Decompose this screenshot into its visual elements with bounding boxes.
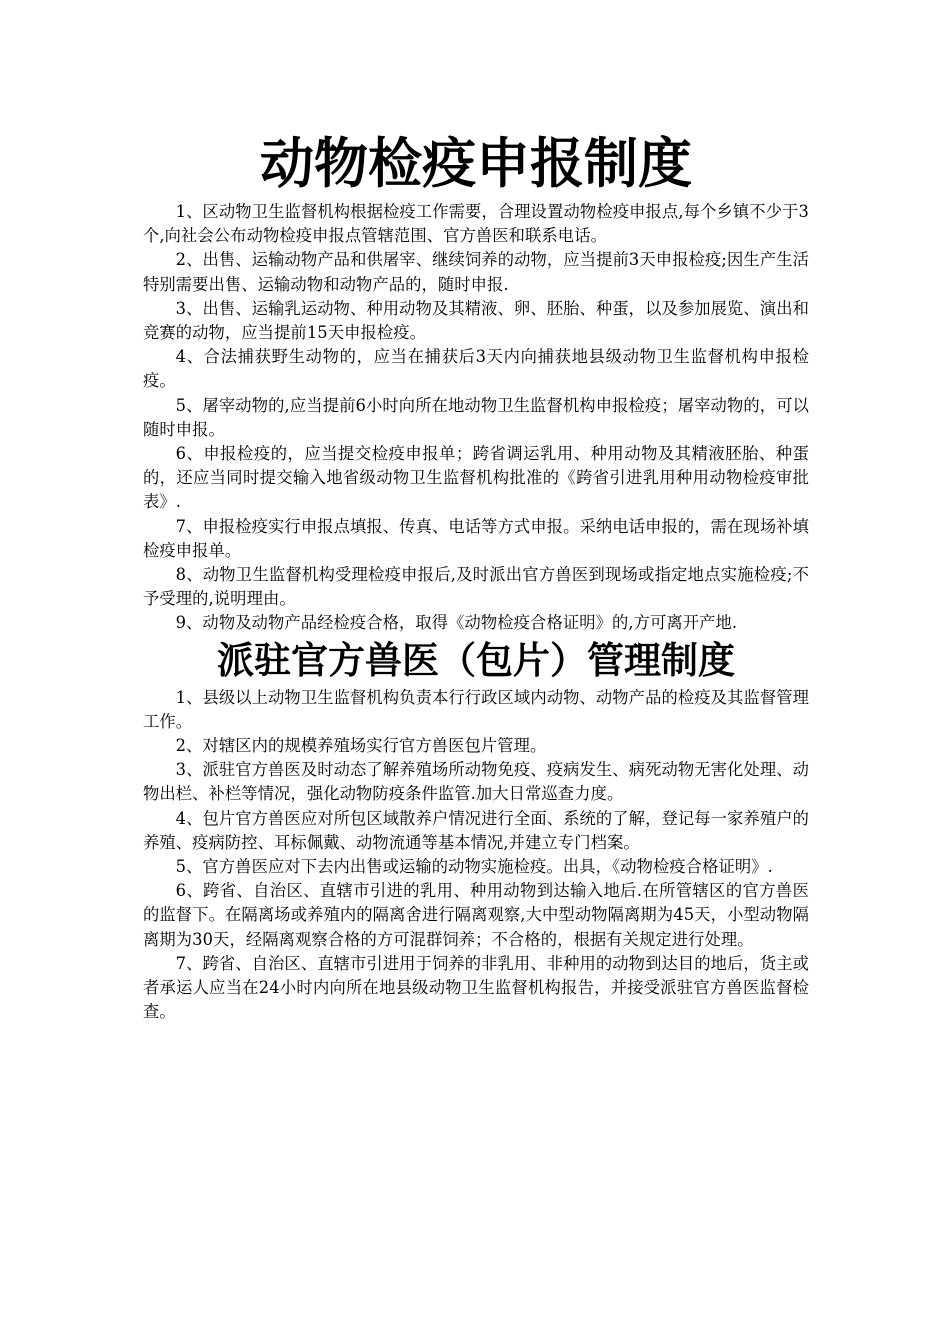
paragraph-2-1: 1、县级以上动物卫生监督机构负责本行行政区域内动物、动物产品的检疫及其监督管理工作。 [143, 687, 809, 731]
paragraph-2-7: 7、跨省、自治区、直辖市引进用于饲养的非乳用、非种用的动物到达目的地后，货主或者承运人应当在24小时内向所在地县级动物卫生监督机构报告，并接受派驻官方兽医监督检查。 [143, 953, 809, 1022]
paragraph-2-6: 6、跨省、自治区、直辖市引进的乳用、种用动物到达输入地后.在所管辖区的官方兽医的监督下。在隔离场或养殖内的隔离舍进行隔离观察,大中型动物隔离期为45天，小型动物隔离期为30天，经隔离观察合格的方可混群饲养；不合格的，根据有关规定进行处理。 [143, 881, 809, 949]
paragraph-1-1: 1、区动物卫生监督机构根据检疫工作需要，合理设置动物检疫申报点,每个乡镇不少于3个,向社会公布动物检疫申报点管辖范围、官方兽医和联系电话。 [143, 202, 809, 246]
section-title-quarantine-declaration: 动物检疫申报制度 [260, 132, 692, 195]
paragraph-2-5: 5、官方兽医应对下去内出售或运输的动物实施检疫。出具，《动物检疫合格证明》. [175, 857, 773, 877]
paragraph-1-8: 8、动物卫生监督机构受理检疫申报后,及时派出官方兽医到现场或指定地点实施检疫;不予受理的,说明理由。 [143, 565, 809, 609]
section-title-resident-veterinarian: 派驻官方兽医（包片）管理制度 [217, 638, 735, 682]
document-body [143, 128, 809, 1025]
paragraph-1-6: 6、申报检疫的，应当提交检疫申报单；跨省调运乳用、种用动物及其精液胚胎、种蛋的，还应当同时提交输入地省级动物卫生监督机构批准的《跨省引进乳用种用动物检疫审批表》. [143, 444, 809, 512]
paragraph-2-2: 2、对辖区内的规模养殖场实行官方兽医包片管理。 [175, 736, 547, 756]
paragraph-1-7: 7、申报检疫实行申报点填报、传真、电话等方式申报。采纳电话申报的，需在现场补填检疫申报单。 [143, 516, 809, 560]
paragraph-1-2: 2、出售、运输动物产品和供屠宰、继续饲养的动物，应当提前3天申报检疫;因生产生活特别需要出售、运输动物和动物产品的，随时申报. [143, 250, 809, 294]
paragraph-2-3: 3、派驻官方兽医及时动态了解养殖场所动物免疫、疫病发生、病死动物无害化处理、动物出栏、补栏等情况，强化动物防疫条件监管.加大日常巡查力度。 [143, 760, 809, 804]
paragraph-2-4: 4、包片官方兽医应对所包区域散养户情况进行全面、系统的了解，登记每一家养殖户的养殖、疫病防控、耳标佩戴、动物流通等基本情况,并建立专门档案。 [143, 808, 809, 852]
paragraph-1-3: 3、出售、运输乳运动物、种用动物及其精液、卵、胚胎、种蛋，以及参加展览、演出和竞赛的动物，应当提前15天申报检疫。 [143, 298, 809, 343]
paragraph-1-4: 4、合法捕获野生动物的，应当在捕获后3天内向捕获地县级动物卫生监督机构申报检疫。 [143, 347, 809, 391]
paragraph-1-9: 9、动物及动物产品经检疫合格，取得《动物检疫合格证明》的,方可离开产地. [175, 613, 738, 633]
paragraph-1-5: 5、屠宰动物的,应当提前6小时向所在地动物卫生监督机构申报检疫；屠宰动物的，可以随时申报。 [143, 395, 809, 439]
